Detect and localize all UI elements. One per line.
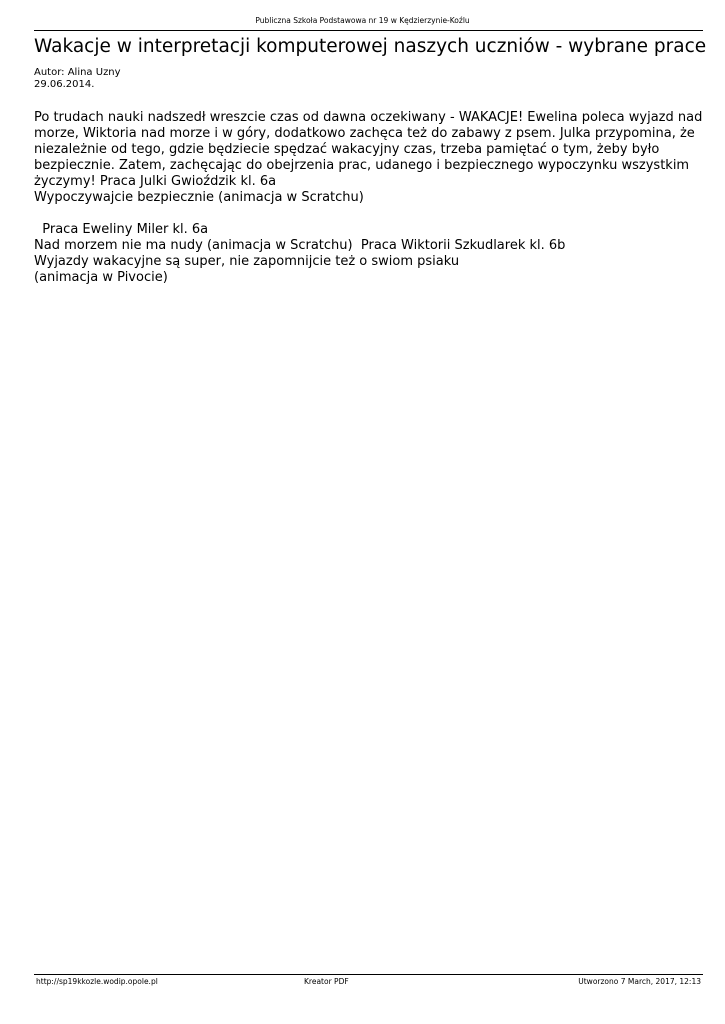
page-header-site-name: Publiczna Szkoła Podstawowa nr 19 w Kędzierzynie-Koźlu bbox=[255, 16, 470, 25]
page-footer bbox=[34, 977, 703, 989]
header-divider bbox=[34, 30, 703, 31]
article-meta bbox=[34, 67, 121, 91]
body-line: Wyjazdy wakacyjne są super, nie zapomnijcie też o swiom psiaku bbox=[34, 254, 460, 269]
footer-generator: Kreator PDF bbox=[304, 977, 349, 986]
body-line: Po trudach nauki nadszedł wreszcie czas od dawna oczekiwany - WAKACJE! Ewelina poleca wyjazd nad bbox=[34, 110, 703, 125]
body-line: życzymy! Praca Julki Gwioździk kl. 6a bbox=[34, 174, 277, 189]
article-body bbox=[34, 110, 703, 286]
footer-divider bbox=[34, 974, 703, 975]
article-date: 29.06.2014. bbox=[34, 79, 95, 90]
footer-url-link[interactable]: http://sp19kkozle.wodip.opole.pl bbox=[36, 977, 158, 986]
body-line: morze, Wiktoria nad morze i w góry, dodatkowo zachęca też do zabawy z psem. Julka przypomina, że bbox=[34, 126, 695, 141]
body-line: Nad morzem nie ma nudy (animacja w Scratchu) Praca Wiktorii Szkudlarek kl. 6b bbox=[34, 238, 566, 253]
body-line: bezpiecznie. Zatem, zachęcając do obejrzenia prac, udanego i bezpiecznego wypoczynku wszystkim bbox=[34, 158, 690, 173]
article-author: Autor: Alina Uzny bbox=[34, 67, 121, 78]
body-line: (animacja w Pivocie) bbox=[34, 270, 168, 285]
footer-created-date: Utworzono 7 March, 2017, 12:13 bbox=[578, 977, 701, 986]
paragraph-spacer bbox=[34, 206, 674, 222]
body-line: niezależnie od tego, gdzie będziecie spędzać wakacyjny czas, trzeba pamiętać o tym, żeby było bbox=[34, 142, 660, 157]
body-line: Praca Eweliny Miler kl. 6a bbox=[34, 222, 209, 237]
article-title: Wakacje w interpretacji komputerowej naszych uczniów - wybrane prace bbox=[34, 36, 707, 57]
body-line: Wypoczywajcie bezpiecznie (animacja w Scratchu) bbox=[34, 190, 364, 205]
